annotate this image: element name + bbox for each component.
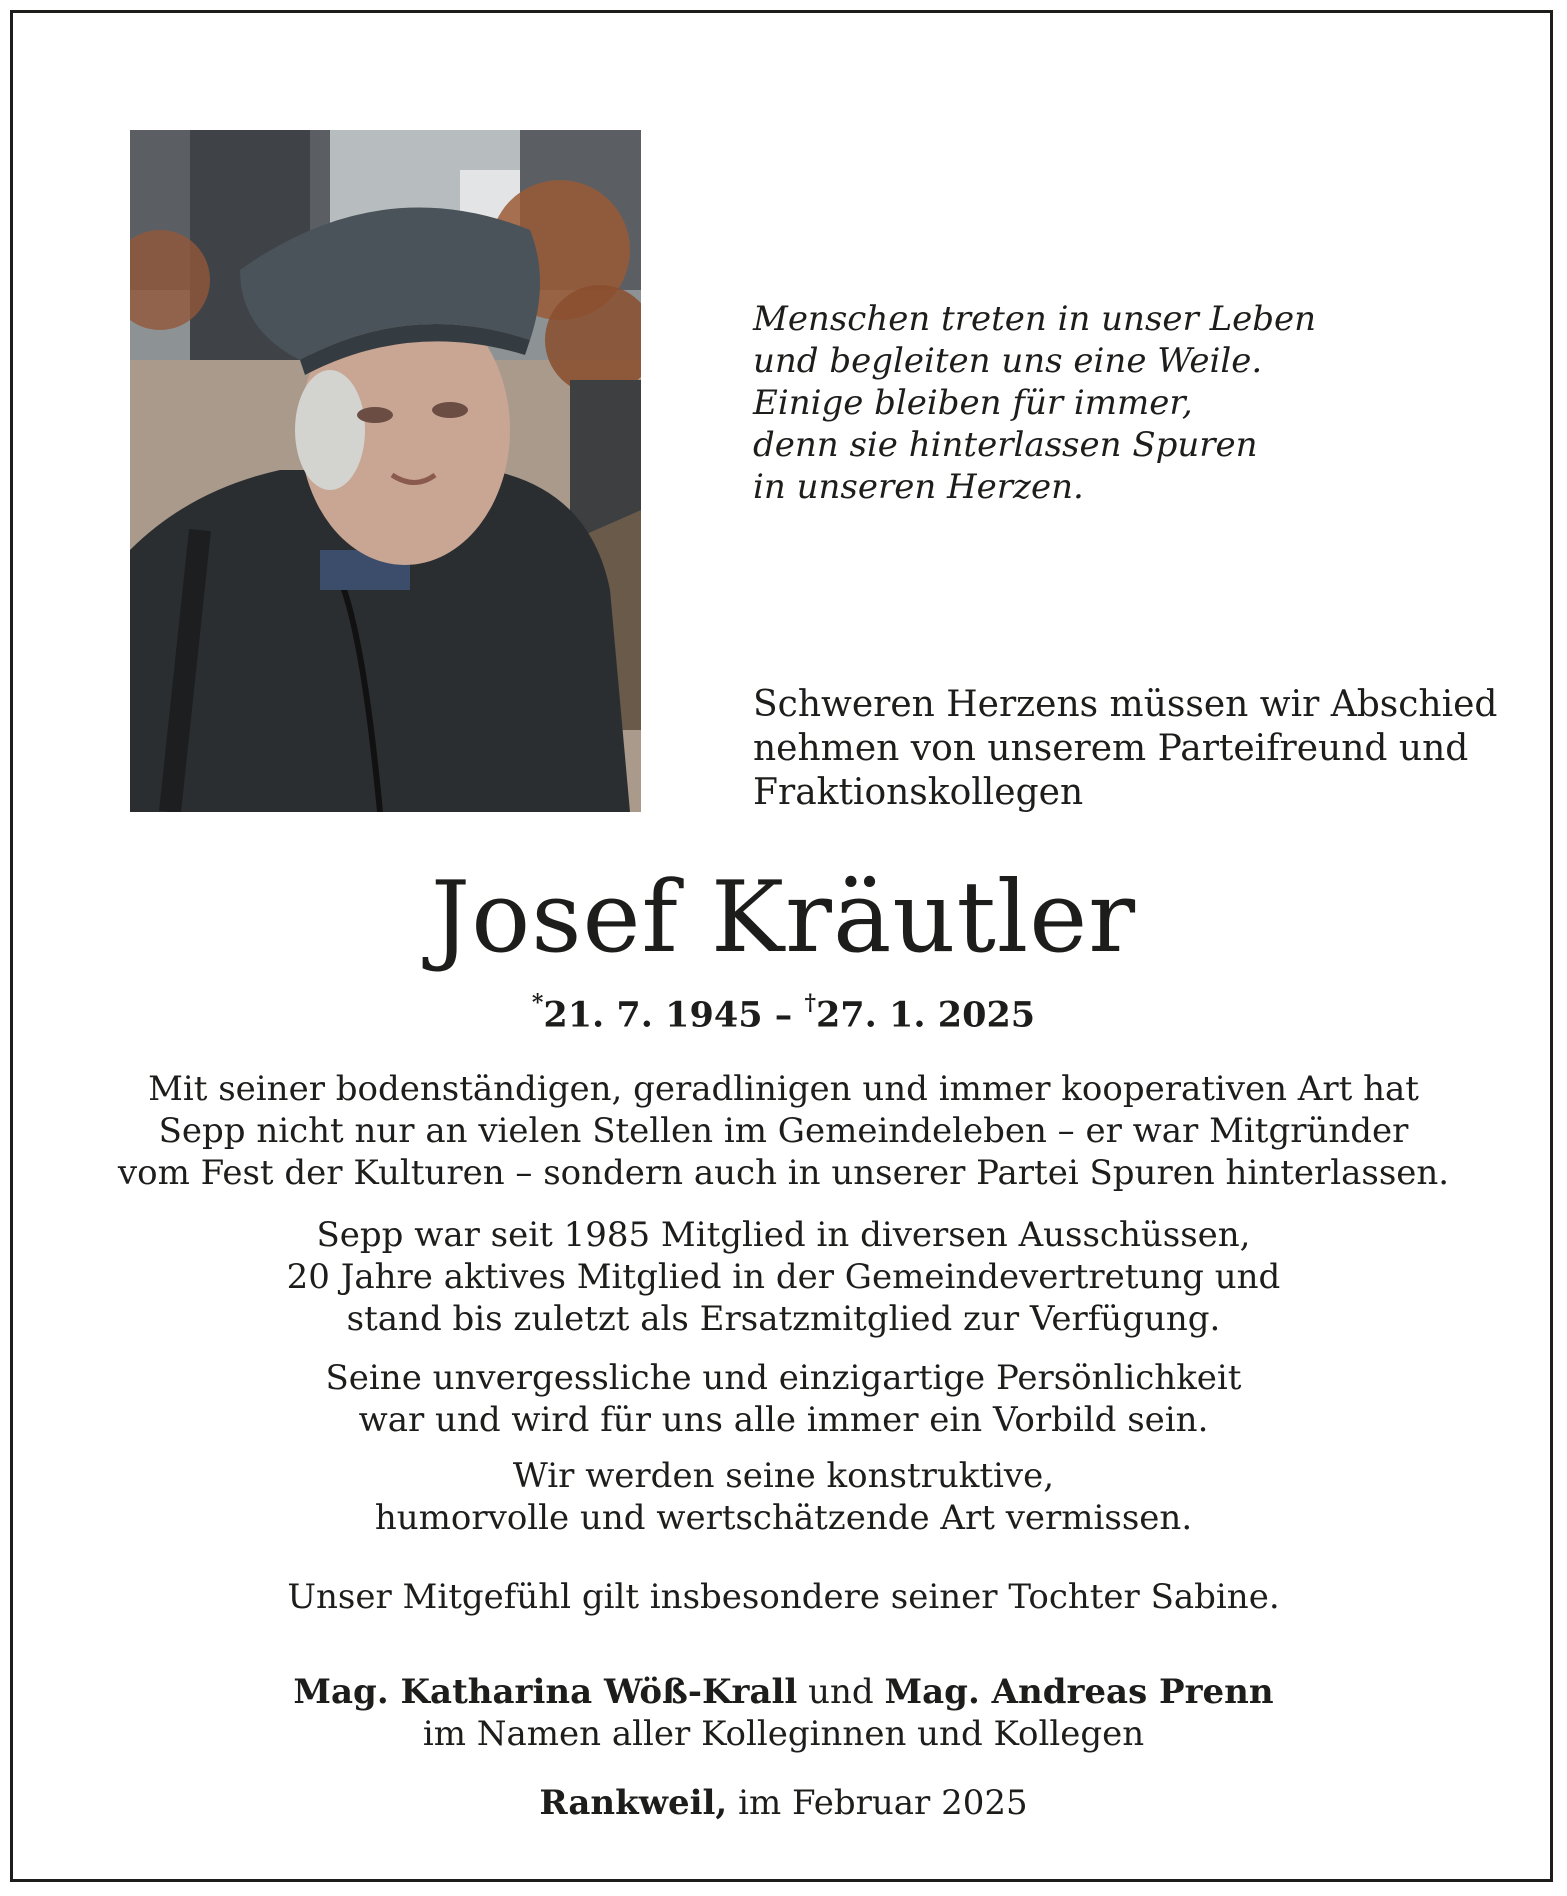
poem-line: Menschen treten in unser Leben (753, 299, 1317, 339)
paragraph-line: war und wird für uns alle immer ein Vorbild sein. (358, 1400, 1209, 1440)
signer-conjunction: und (797, 1672, 885, 1712)
paragraph-condolence (0, 1576, 1567, 1618)
paragraph-line: Unser Mitgefühl gilt insbesondere seiner Tochter Sabine. (287, 1577, 1280, 1617)
paragraph-membership (0, 1214, 1567, 1340)
paragraph-line: humorvolle und wertschätzende Art vermissen. (374, 1498, 1193, 1538)
deceased-name: Josef Kräutler (430, 861, 1137, 975)
paragraph-line: Mit seiner bodenständigen, geradlinigen und immer kooperativen Art hat (148, 1069, 1419, 1109)
life-dates (0, 985, 1567, 1038)
poem-line: Einige bleiben für immer, (753, 383, 1193, 423)
paragraph-line: stand bis zuletzt als Ersatzmitglied zur Verfügung. (346, 1299, 1221, 1339)
poem-line: und begleiten uns eine Weile. (753, 341, 1263, 381)
paragraph-personality (0, 1357, 1567, 1441)
paragraph-tribute (0, 1068, 1567, 1194)
signer-name-1: Mag. Katharina Wöß-Krall (293, 1672, 798, 1712)
paragraph-miss (0, 1455, 1567, 1539)
paragraph-line: Seine unvergessliche und einzigartige Persönlichkeit (325, 1358, 1242, 1398)
birth-date: 21. 7. 1945 (543, 994, 763, 1036)
signature-subline: im Namen aller Kolleginnen und Kollegen (422, 1714, 1145, 1754)
signature-names (0, 1671, 1567, 1713)
paragraph-line: Sepp nicht nur an vielen Stellen im Gemeindeleben – er war Mitgründer (158, 1111, 1409, 1151)
intro-line: Schweren Herzens müssen wir Abschied (753, 684, 1498, 725)
signer-name-2: Mag. Andreas Prenn (884, 1672, 1274, 1712)
poem-line: denn sie hinterlassen Spuren (753, 425, 1258, 465)
paragraph-line: Wir werden seine konstruktive, (512, 1456, 1055, 1496)
signature (0, 1671, 1567, 1755)
poem-line: in unseren Herzen. (753, 467, 1084, 507)
paragraph-line: 20 Jahre aktives Mitglied in der Gemeindevertretung und (286, 1257, 1281, 1297)
intro-text (753, 683, 1523, 815)
intro-line: nehmen von unserem Parteifreund und (753, 728, 1469, 769)
portrait-photo (130, 130, 641, 812)
place-city: Rankweil, (539, 1783, 728, 1823)
death-date: 27. 1. 2025 (815, 994, 1036, 1036)
paragraph-line: vom Fest der Kulturen – sondern auch in unserer Partei Spuren hinterlassen. (117, 1153, 1450, 1193)
place-date: im Februar 2025 (727, 1783, 1028, 1823)
death-symbol: † (804, 990, 816, 1016)
poem (753, 298, 1453, 508)
date-separator: – (762, 994, 805, 1036)
birth-symbol: * (531, 990, 544, 1016)
place-and-date (0, 1782, 1567, 1824)
paragraph-line: Sepp war seit 1985 Mitglied in diversen Ausschüssen, (316, 1215, 1251, 1255)
intro-line: Fraktionskollegen (753, 772, 1084, 813)
portrait-photo-icon (130, 130, 641, 812)
